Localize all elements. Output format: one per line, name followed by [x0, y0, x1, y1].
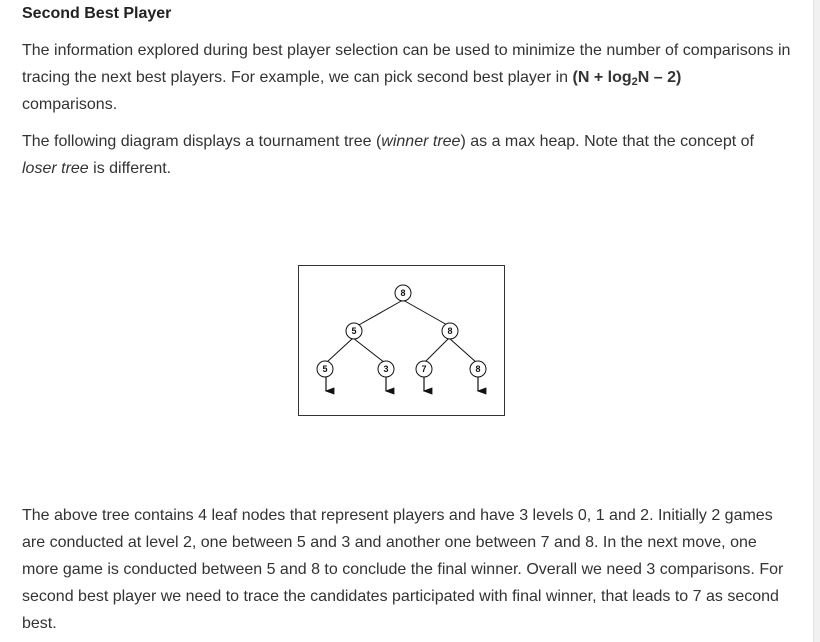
edge-root-right — [403, 300, 449, 326]
tournament-tree-diagram — [298, 265, 505, 416]
node-leaf-4-label: 8 — [475, 364, 481, 374]
intro-after: is different. — [88, 160, 172, 177]
node-leaf-1-label: 5 — [322, 364, 328, 374]
comparison-formula — [573, 69, 682, 86]
node-leaf-3-label: 7 — [421, 364, 427, 374]
edge-root-left — [357, 300, 403, 326]
scrollbar-track[interactable] — [813, 0, 820, 642]
node-leaf-4 — [470, 361, 486, 377]
paragraph-comparisons-tail: comparisons. — [22, 96, 118, 113]
node-leaf-1 — [317, 361, 333, 377]
intro-middle: ) as a max heap. Note that the concept of — [460, 133, 754, 150]
term-winner-tree: winner tree — [381, 133, 461, 150]
node-root-label: 8 — [400, 288, 406, 298]
section-title: Second Best Player — [22, 5, 172, 22]
paragraph-comparisons-text: The information explored during best player selection can be used to minimize the number of comparisons in tracing the next best players. For example, we can pick second best player in — [22, 42, 791, 86]
paragraph-comparisons — [22, 37, 792, 118]
formula-open: (N + log — [572, 69, 632, 86]
node-root — [395, 285, 411, 301]
tournament-tree-svg — [299, 266, 504, 415]
intro-before: The following diagram displays a tournament tree ( — [22, 133, 382, 150]
formula-close: N – 2) — [637, 69, 682, 86]
node-level1-left — [346, 323, 362, 339]
node-level1-right-label: 8 — [447, 326, 453, 336]
edge-left-leaf1 — [327, 338, 353, 362]
formula-subscript: 2 — [631, 76, 638, 88]
node-level1-left-label: 5 — [351, 326, 357, 336]
node-leaf-2 — [378, 361, 394, 377]
term-loser-tree: loser tree — [22, 160, 89, 177]
edge-right-leaf3 — [425, 338, 449, 362]
edge-left-leaf2 — [353, 338, 385, 363]
paragraph-diagram-intro — [22, 128, 792, 182]
node-level1-right — [442, 323, 458, 339]
edge-right-leaf4 — [449, 338, 477, 363]
node-leaf-3 — [416, 361, 432, 377]
paragraph-explanation: The above tree contains 4 leaf nodes that represent players and have 3 levels 0, 1 and 2. Initially 2 games are conducted at level 2, one between 5 and 3 and another one between 7 and 8. In the next move, one more game is conducted between 5 and 8 to conclude the final winner. Overall we need 3 comparisons. For second best player we need to trace the candidates participated with final winner, that leads to 7 as second best. — [22, 507, 784, 632]
node-leaf-2-label: 3 — [383, 364, 389, 374]
